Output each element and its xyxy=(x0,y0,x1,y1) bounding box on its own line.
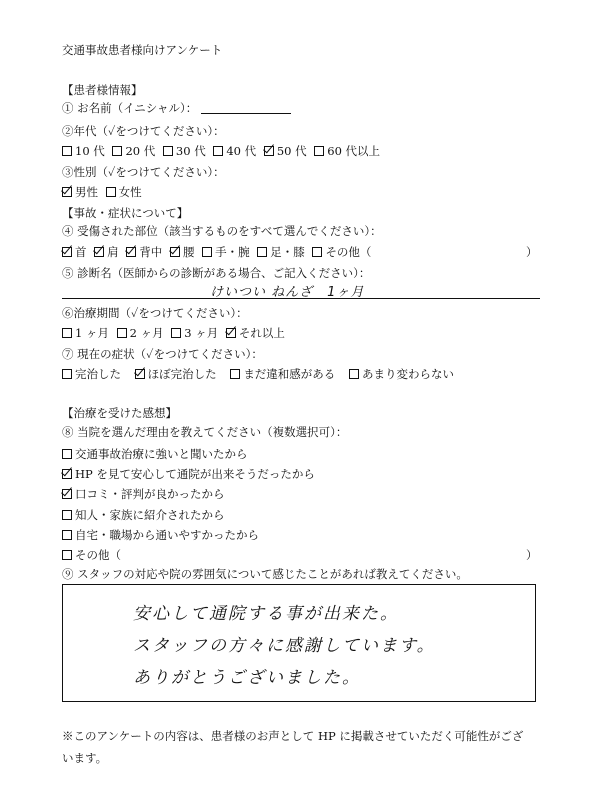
q1-row xyxy=(62,100,291,116)
checkbox-checked[interactable] xyxy=(226,328,236,338)
checkbox[interactable] xyxy=(230,369,240,379)
q2-options xyxy=(62,143,384,159)
diagnosis-answer-line xyxy=(62,298,540,299)
q7-options xyxy=(62,366,458,382)
footer-note-line-1: ※このアンケートの内容は、患者様のお声として HP に掲載させていただく可能性がござ xyxy=(62,729,524,743)
symptom-option-unchanged[interactable]: あまり変わらない xyxy=(349,366,454,382)
gender-option-female[interactable]: 女性 xyxy=(106,184,142,200)
symptom-option-mostly-recovered[interactable]: ほぼ完治した xyxy=(135,366,217,382)
comment-line-3: ありがとうございました。 xyxy=(133,668,361,688)
q4-options xyxy=(62,244,375,260)
period-option-more[interactable]: それ以上 xyxy=(226,325,285,341)
checkbox-checked[interactable] xyxy=(62,489,72,499)
checkbox[interactable] xyxy=(62,449,72,459)
q5-label: ⑤ 診断名（医師からの診断がある場合、ご記入ください）： xyxy=(62,266,371,280)
q8-close-paren: ） xyxy=(526,548,538,562)
checkbox[interactable] xyxy=(314,146,324,156)
checkbox-checked[interactable] xyxy=(126,247,136,257)
checkbox-checked[interactable] xyxy=(62,247,72,257)
checkbox-checked[interactable] xyxy=(94,247,104,257)
checkbox[interactable] xyxy=(257,247,267,257)
q6-label: ⑥治療期間（✓をつけてください）： xyxy=(62,306,248,320)
reason-option-other[interactable]: その他（ xyxy=(62,547,121,563)
injury-option-leg-knee[interactable]: 足・膝 xyxy=(257,244,305,260)
checkbox[interactable] xyxy=(112,146,122,156)
reason-option-specialty[interactable]: 交通事故治療に強いと聞いたから xyxy=(62,446,248,462)
reason-option-referral[interactable]: 知人・家族に紹介されたから xyxy=(62,507,225,523)
reason-option-reviews[interactable]: 口コミ・評判が良かったから xyxy=(62,486,225,502)
comment-line-2: スタッフの方々に感謝しています。 xyxy=(133,636,436,656)
checkbox[interactable] xyxy=(117,328,127,338)
symptom-option-discomfort[interactable]: まだ違和感がある xyxy=(230,366,335,382)
checkbox[interactable] xyxy=(106,187,116,197)
checkbox[interactable] xyxy=(62,328,72,338)
checkbox[interactable] xyxy=(312,247,322,257)
checkbox-checked[interactable] xyxy=(264,146,274,156)
period-option-3m[interactable]: 3 ヶ月 xyxy=(171,325,218,341)
q4-label: ④ 受傷された部位（該当するものをすべて選んでください）： xyxy=(62,224,382,238)
diagnosis-answer[interactable]: けいつい ねんざ 1ヶ月 xyxy=(210,285,365,300)
comment-line-1: 安心して通院する事が出来た。 xyxy=(133,604,399,624)
age-option-40[interactable]: 40 代 xyxy=(213,143,256,159)
injury-option-back[interactable]: 背中 xyxy=(126,244,162,260)
q2-label: ②年代（✓をつけてください）： xyxy=(62,124,225,138)
q6-options xyxy=(62,325,289,341)
checkbox-checked[interactable] xyxy=(135,369,145,379)
q3-options xyxy=(62,184,146,200)
q9-label: ⑨ スタッフの対応や院の雰囲気について感じたことがあれば教えてください。 xyxy=(62,567,468,581)
q1-label: ① お名前（イニシャル）： xyxy=(62,101,198,115)
checkbox[interactable] xyxy=(62,510,72,520)
checkbox-checked[interactable] xyxy=(62,187,72,197)
reason-option-access[interactable]: 自宅・職場から通いやすかったから xyxy=(62,527,259,543)
checkbox[interactable] xyxy=(62,369,72,379)
gender-option-male[interactable]: 男性 xyxy=(62,184,98,200)
section-accident: 【事故・症状について】 xyxy=(62,206,189,220)
page-title: 交通事故患者様向けアンケート xyxy=(62,43,223,57)
comment-box[interactable] xyxy=(62,584,536,702)
section-impressions: 【治療を受けた感想】 xyxy=(62,406,177,420)
age-option-60-plus[interactable]: 60 代以上 xyxy=(314,143,380,159)
injury-option-other[interactable]: その他（ xyxy=(312,244,371,260)
name-initial-field[interactable] xyxy=(201,101,291,114)
period-option-2m[interactable]: 2 ヶ月 xyxy=(117,325,164,341)
period-option-1m[interactable]: 1 ヶ月 xyxy=(62,325,109,341)
age-option-10[interactable]: 10 代 xyxy=(62,143,105,159)
age-option-20[interactable]: 20 代 xyxy=(112,143,155,159)
checkbox-checked[interactable] xyxy=(62,469,72,479)
injury-option-hand-arm[interactable]: 手・腕 xyxy=(202,244,250,260)
footer-note-line-2: います。 xyxy=(62,751,108,765)
symptom-option-recovered[interactable]: 完治した xyxy=(62,366,121,382)
q3-label: ③性別（✓をつけてください）： xyxy=(62,165,225,179)
checkbox-checked[interactable] xyxy=(170,247,180,257)
checkbox[interactable] xyxy=(62,550,72,560)
injury-option-lower-back[interactable]: 腰 xyxy=(170,244,195,260)
checkbox[interactable] xyxy=(62,146,72,156)
checkbox[interactable] xyxy=(202,247,212,257)
q4-close-paren: ） xyxy=(526,245,538,259)
checkbox[interactable] xyxy=(171,328,181,338)
section-patient-info: 【患者様情報】 xyxy=(62,83,143,97)
age-option-30[interactable]: 30 代 xyxy=(163,143,206,159)
injury-option-shoulder[interactable]: 肩 xyxy=(94,244,119,260)
q8-label: ⑧ 当院を選んだ理由を教えてください（複数選択可）： xyxy=(62,425,348,439)
checkbox[interactable] xyxy=(163,146,173,156)
injury-option-neck[interactable]: 首 xyxy=(62,244,87,260)
checkbox[interactable] xyxy=(349,369,359,379)
q7-label: ⑦ 現在の症状（✓をつけてください）： xyxy=(62,347,263,361)
reason-option-website[interactable]: HP を見て安心して通院が出来そうだったから xyxy=(62,466,315,482)
checkbox[interactable] xyxy=(62,530,72,540)
checkbox[interactable] xyxy=(213,146,223,156)
age-option-50[interactable]: 50 代 xyxy=(264,143,307,159)
